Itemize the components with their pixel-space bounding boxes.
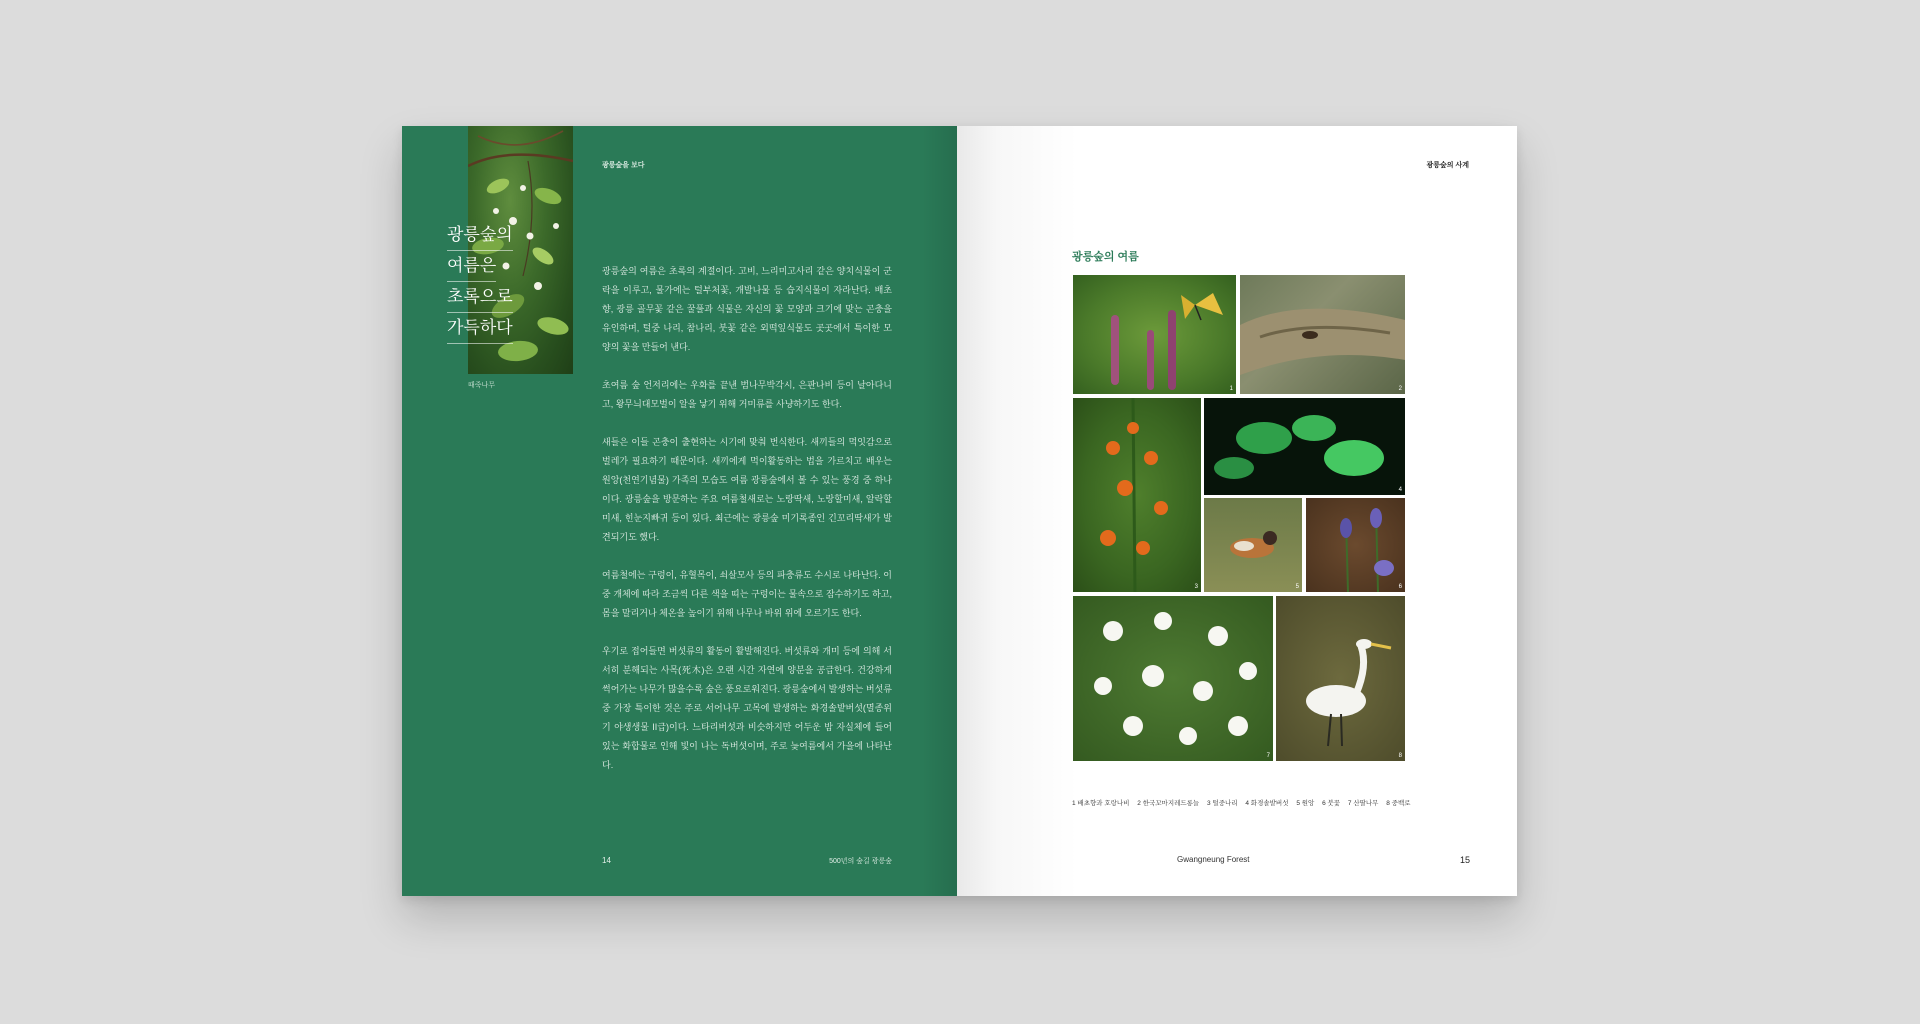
caption: 1 배초향과 호랑나비 <box>1072 800 1130 807</box>
photo-number: 3 <box>1194 584 1198 590</box>
photo-mushrooms-art <box>1204 398 1405 495</box>
photo-number: 5 <box>1295 584 1299 590</box>
photo-iris <box>1306 498 1405 592</box>
photo-captions <box>1072 798 1417 807</box>
photo-butterfly-art <box>1073 275 1236 394</box>
caption: 6 붓꽃 <box>1322 800 1341 807</box>
running-head: 광릉숲을 보다 <box>602 162 645 169</box>
right-page <box>957 126 1517 896</box>
caption: 8 중백로 <box>1386 800 1411 807</box>
photo-egret <box>1276 596 1405 761</box>
photo-number: 7 <box>1266 753 1270 759</box>
caption: 5 원앙 <box>1296 800 1315 807</box>
book-footer: Gwangneung Forest <box>1177 855 1250 864</box>
page-number: 14 <box>602 856 611 865</box>
magazine-spread <box>402 126 1517 896</box>
title-line: 여름은 <box>447 251 496 282</box>
paragraph: 초여름 숲 언저리에는 우화를 끝낸 범나무박각시, 은판나비 등이 날아다니고, 왕무늬대모벌이 알을 낳기 위해 거미류를 사냥하기도 한다. <box>602 380 892 409</box>
photo-number: 4 <box>1398 487 1402 493</box>
section-title: 광릉숲의 여름 <box>1072 251 1139 263</box>
caption: 2 한국꼬마지레드롱늘 <box>1137 800 1200 807</box>
photo-number: 6 <box>1398 584 1402 590</box>
photo-butterfly <box>1073 275 1236 394</box>
photo-mushrooms <box>1204 398 1405 495</box>
left-page <box>402 126 957 896</box>
gutter-shadow <box>922 126 957 896</box>
photo-log-art <box>1240 275 1405 394</box>
chapter-title <box>447 220 513 344</box>
photo-number: 8 <box>1398 753 1402 759</box>
photo-lily <box>1073 398 1201 592</box>
photo-lily-art <box>1073 398 1201 592</box>
photo-dogwood-art <box>1073 596 1273 761</box>
photo-dogwood <box>1073 596 1273 761</box>
caption: 3 털중나리 <box>1207 800 1238 807</box>
title-line: 가득하다 <box>447 313 513 344</box>
photo-egret-art <box>1276 596 1405 761</box>
paragraph: 여름철에는 구렁이, 유혈목이, 쇠살모사 등의 파충류도 수시로 나타난다. 이 중 개체에 따라 조금씩 다른 색을 띠는 구렁이는 물속으로 잠수하기도 하고, 몸을 말리거나 체온을 높이기 위해 나무나 바위 위에 오르기도 한다. <box>602 570 892 618</box>
paragraph: 새들은 이들 곤충이 출현하는 시기에 맞춰 번식한다. 새끼들의 먹잇감으로 벌레가 필요하기 때문이다. 새끼에게 먹이활동하는 법을 가르치고 배우는 원앙(천연기념물) 가족의 모습도 여름 광릉숲에서 볼 수 있는 풍경 중 하나이다. 광릉숲을 방문하는 주요 여름철새로는 노랑딱새, 노랑할미새, 알락할미새, 힌눈지빠귀 등이 있다. 최근에는 광릉숲 미기록종인 긴꼬리딱새가 발견되기도 했다. <box>602 437 892 542</box>
paragraph: 우기로 접어들면 버섯류의 활동이 활발해진다. 버섯류와 개미 등에 의해 서서히 분해되는 사목(死木)은 오랜 시간 자연에 양분을 공급한다. 건강하게 썩어가는 나무가 많을수록 숲은 풍요로워진다. 광릉숲에서 발생하는 버섯류 중 가장 특이한 것은 주로 서어나무 고목에 발생하는 화경솔밭버섯(멸종위기 야생생물 II급)이다. 느타리버섯과 비슷하지만 어두운 밤 자실체에 들어 있는 화합물로 인해 빛이 나는 독버섯이며, 주로 늦여름에서 가을에 나타난다. <box>602 646 892 770</box>
book-footer: 500년의 숲길 광릉숲 <box>829 858 892 865</box>
title-line: 초록으로 <box>447 282 513 313</box>
page-number: 15 <box>1459 855 1470 865</box>
body-text <box>602 262 892 794</box>
caption: 4 화경솔밭버섯 <box>1245 800 1289 807</box>
photo-caption: 때죽나무 <box>468 382 496 389</box>
photo-number: 1 <box>1229 386 1233 392</box>
photo-number: 2 <box>1398 386 1402 392</box>
photo-duck <box>1204 498 1302 592</box>
running-head: 광릉숲의 사계 <box>1426 162 1469 169</box>
photo-log <box>1240 275 1405 394</box>
photo-duck-art <box>1204 498 1302 592</box>
paragraph: 광릉숲의 여름은 초록의 계절이다. 고비, 느리미고사리 같은 양치식물이 군락을 이루고, 물가에는 털부처꽃, 개발나물 등 습지식물이 자라난다. 배초향, 광릉 골무꽃 같은 꿀풀과 식물은 자신의 꽃 모양과 크기에 맞는 곤충을 유인하며, 털중 나리, 참나리, 붓꽃 같은 외떡잎식물도 곳곳에서 특이한 모양의 꽃을 만들어 낸다. <box>602 266 892 352</box>
photo-iris-art <box>1306 498 1405 592</box>
title-line: 광릉숲의 <box>447 220 513 251</box>
caption: 7 산딸나무 <box>1347 800 1379 807</box>
